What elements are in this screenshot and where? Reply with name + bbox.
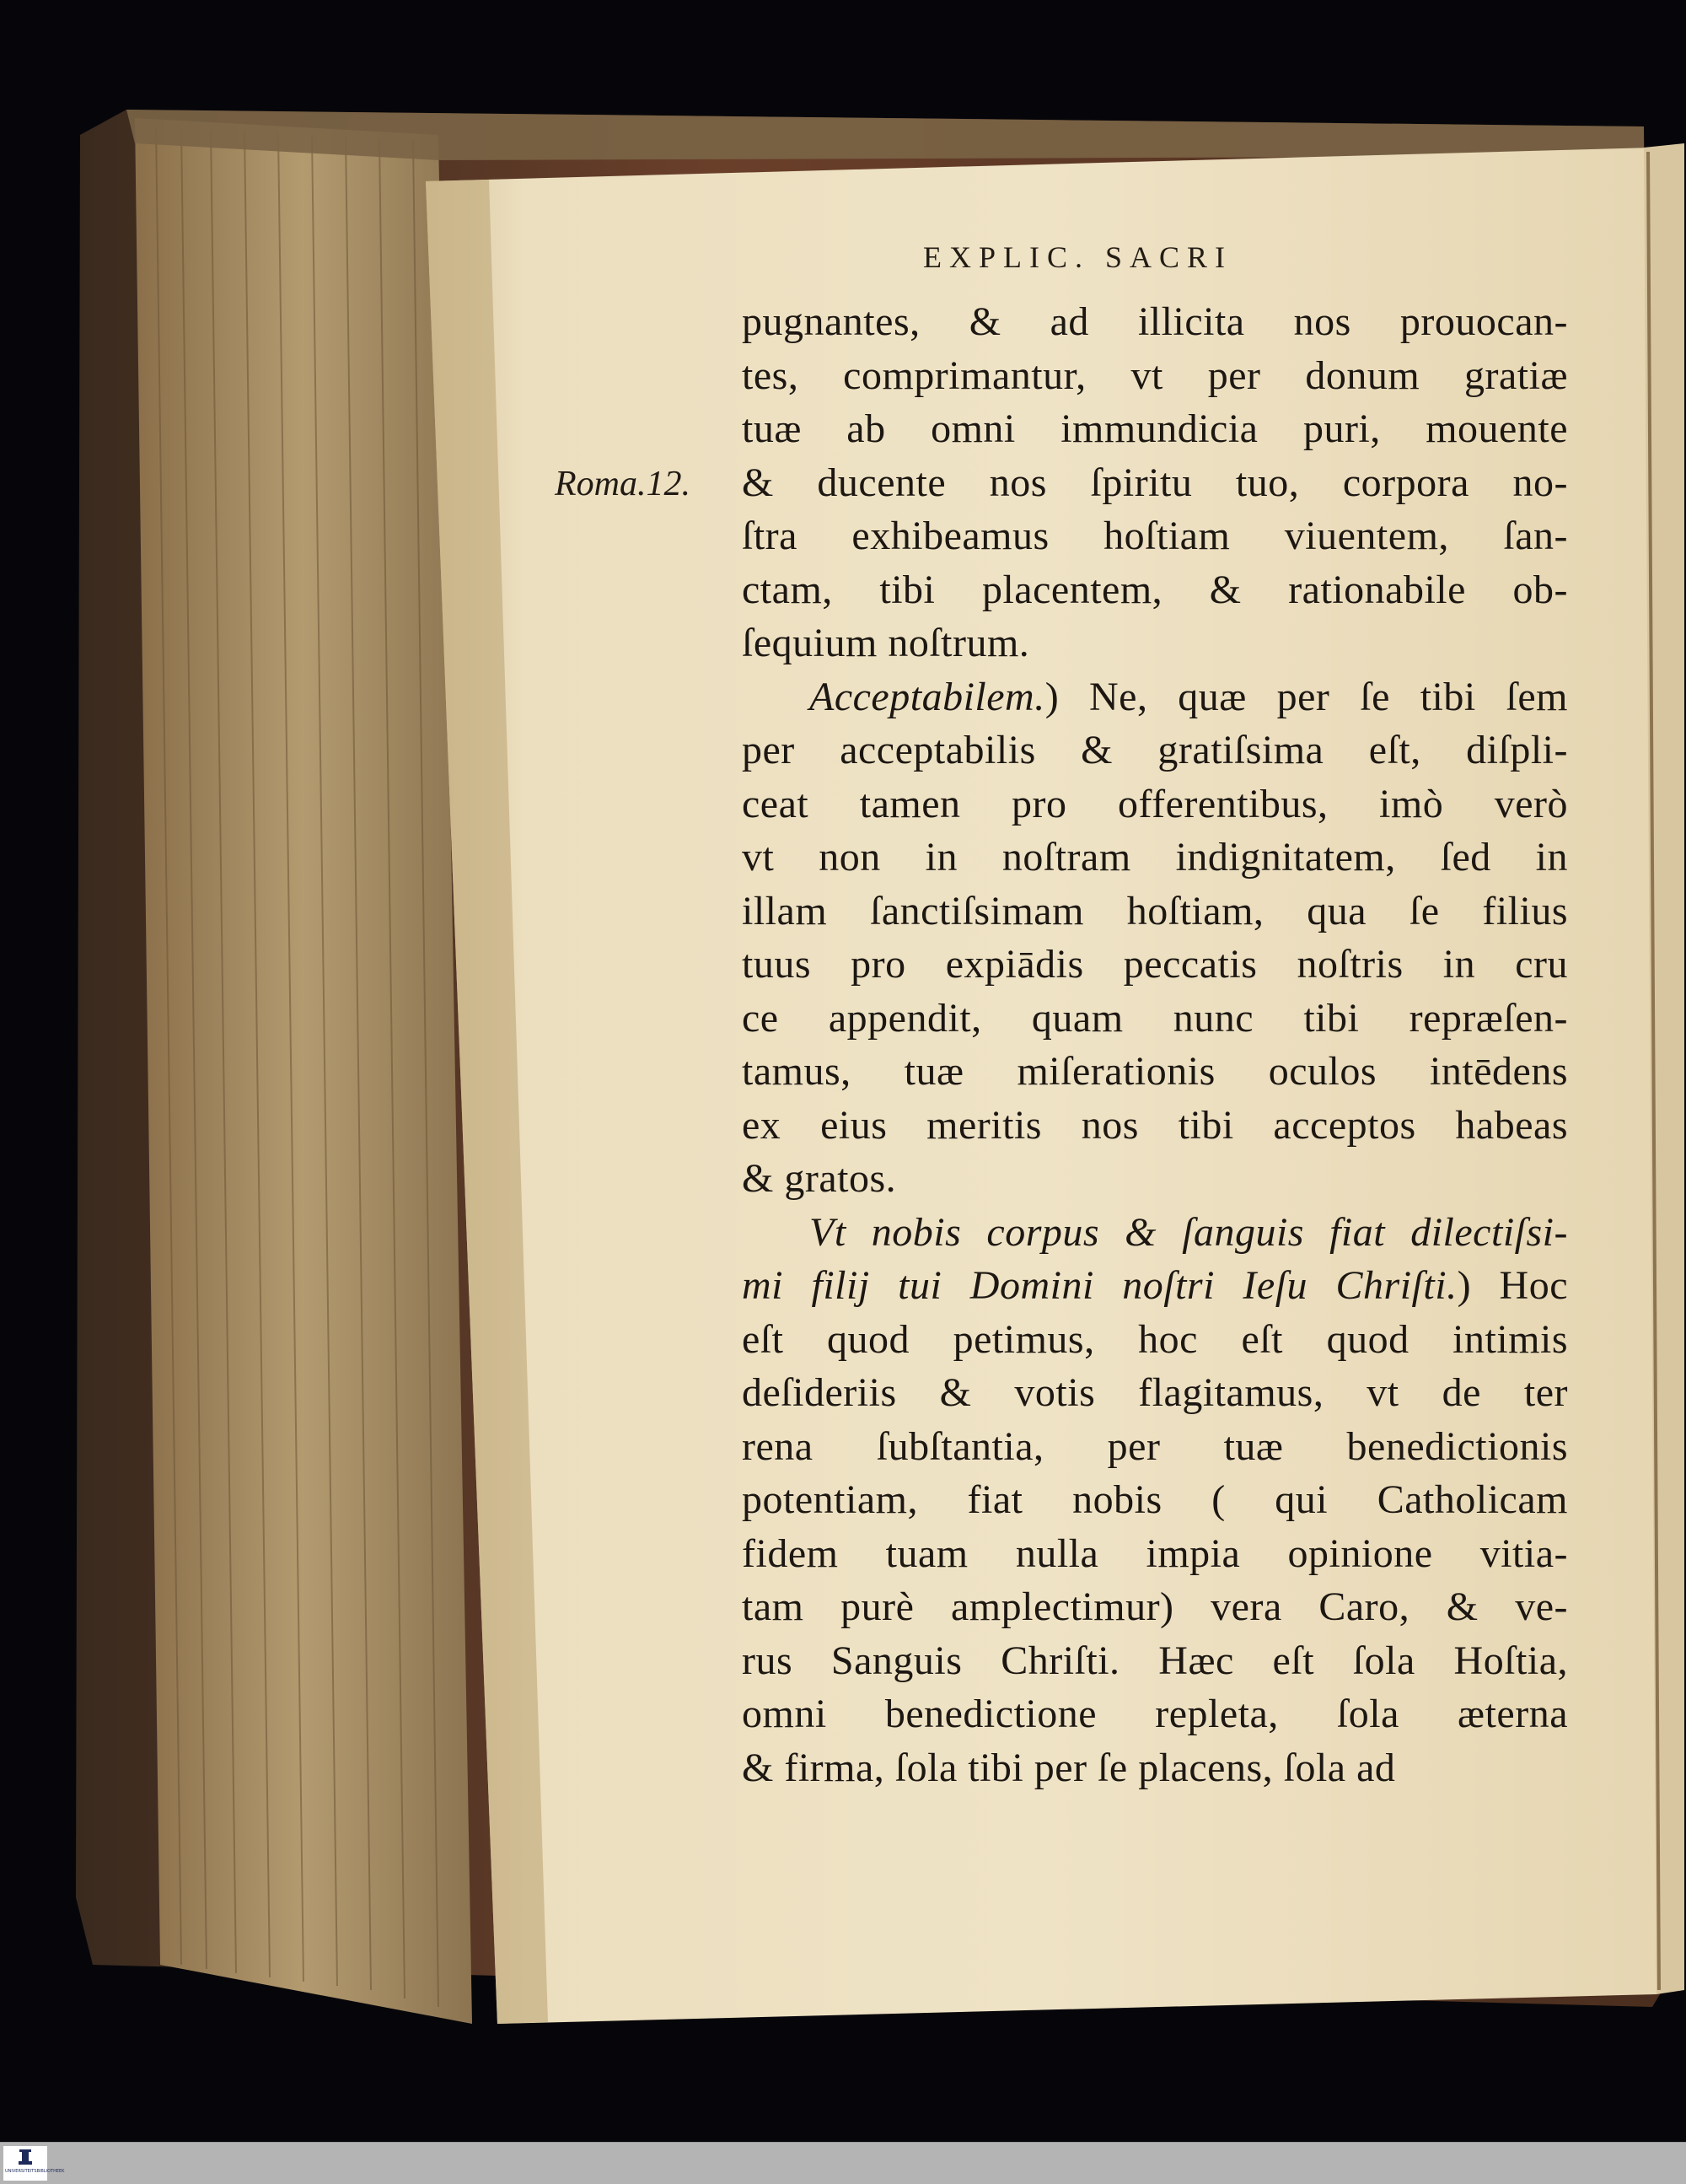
text-line [742,670,1568,724]
text-line [742,1420,1568,1474]
text-line [742,1580,1568,1634]
line-text: potentiam, fiat nobis ( qui Catholicam [742,1477,1568,1522]
line-text: ceat tamen pro offerentibus, imò verò [742,781,1568,826]
line-text: tam purè amplectimur) vera Caro, & ve- [742,1584,1568,1629]
margin-note: Roma.12. [555,465,690,503]
line-text: per acceptabilis & gratiſsima eſt, diſpli- [742,728,1568,772]
text-line [742,1687,1568,1741]
line-text: ctam, tibi placentem, & rationabile ob- [742,567,1568,612]
text-line [742,831,1568,885]
line-text: pugnantes, & ad illicita nos prouocan- [742,299,1568,344]
line-text: rus Sanguis Chriſti. Hæc eſt ſola Hoſtia, [742,1638,1568,1683]
line-text: deſideriis & votis flagitamus, vt de ter [742,1370,1568,1415]
text-line [742,509,1568,563]
text-line [742,1527,1568,1581]
italic-phrase: Vt nobis corpus & ſanguis fiat dilectiſsi- [809,1209,1568,1255]
line-text: tes, comprimantur, vt per donum gratiæ [742,352,1568,398]
line-text: tuæ ab omni immundicia puri, mouente [742,406,1568,451]
text-line [742,885,1568,939]
line-text: ſequium noſtrum. [742,621,1030,665]
text-line [742,1634,1568,1688]
line-text: ) Hoc [1457,1263,1569,1308]
text-line [742,1259,1568,1313]
text-line [742,402,1568,456]
running-head: EXPLIC. SACRI [923,240,1233,274]
text-line [742,349,1568,403]
text-line [742,1045,1568,1099]
line-text: eſt quod petimus, hoc eſt quod intimis [742,1316,1568,1362]
library-logo [3,2146,65,2181]
line-text: tuus pro expiādis peccatis noſtris in cru [742,942,1568,987]
text-line [742,1099,1568,1153]
text-line [742,1313,1568,1367]
line-text: fidem tuam nulla impia opinione vitia- [742,1530,1568,1576]
text-line [742,616,1568,670]
line-text: illam ſanctiſsimam hoſtiam, qua ſe filius [742,888,1568,933]
line-text: ex eius meritis nos tibi acceptos habeas [742,1102,1568,1148]
text-line [742,1741,1568,1795]
text-line [742,563,1568,617]
logo-caption: UNIVERSITEITSBIBLIOTHEEK [5,2169,65,2174]
text-line [742,992,1568,1046]
text-line [742,456,1568,510]
footer-bar [0,2142,1686,2184]
line-text: ſtra exhibeamus hoſtiam viuentem, ſan- [742,514,1568,558]
library-icon [3,2146,47,2170]
text-line [742,724,1568,777]
text-line [742,938,1568,992]
text-line [742,1473,1568,1527]
text-line [742,1152,1568,1206]
italic-phrase: Acceptabilem. [809,674,1045,719]
page-text [742,295,1568,1794]
text-line [742,295,1568,349]
line-text: rena ſubſtantia, per tuæ benedictionis [742,1423,1568,1469]
line-text: & gratos. [742,1156,897,1201]
line-text: ) Ne, quæ per ſe tibi ſem [1044,674,1568,719]
line-text: omni benedictione repleta, ſola æterna [742,1692,1568,1736]
line-text: tamus, tuæ miſerationis oculos intēdens [742,1049,1568,1094]
text-line [742,777,1568,831]
line-text: vt non in noſtram indignitatem, ſed in [742,835,1568,880]
line-text: ce appendit, quam nunc tibi repræſen- [742,995,1568,1041]
text-line [742,1366,1568,1420]
line-text: & firma, ſola tibi per ſe placens, ſola ad [742,1745,1396,1790]
line-text: & ducente nos ſpiritu tuo, corpora no- [742,460,1568,505]
text-line [742,1206,1568,1260]
italic-phrase: mi filij tui Domini noſtri Ieſu Chriſti. [742,1263,1458,1308]
